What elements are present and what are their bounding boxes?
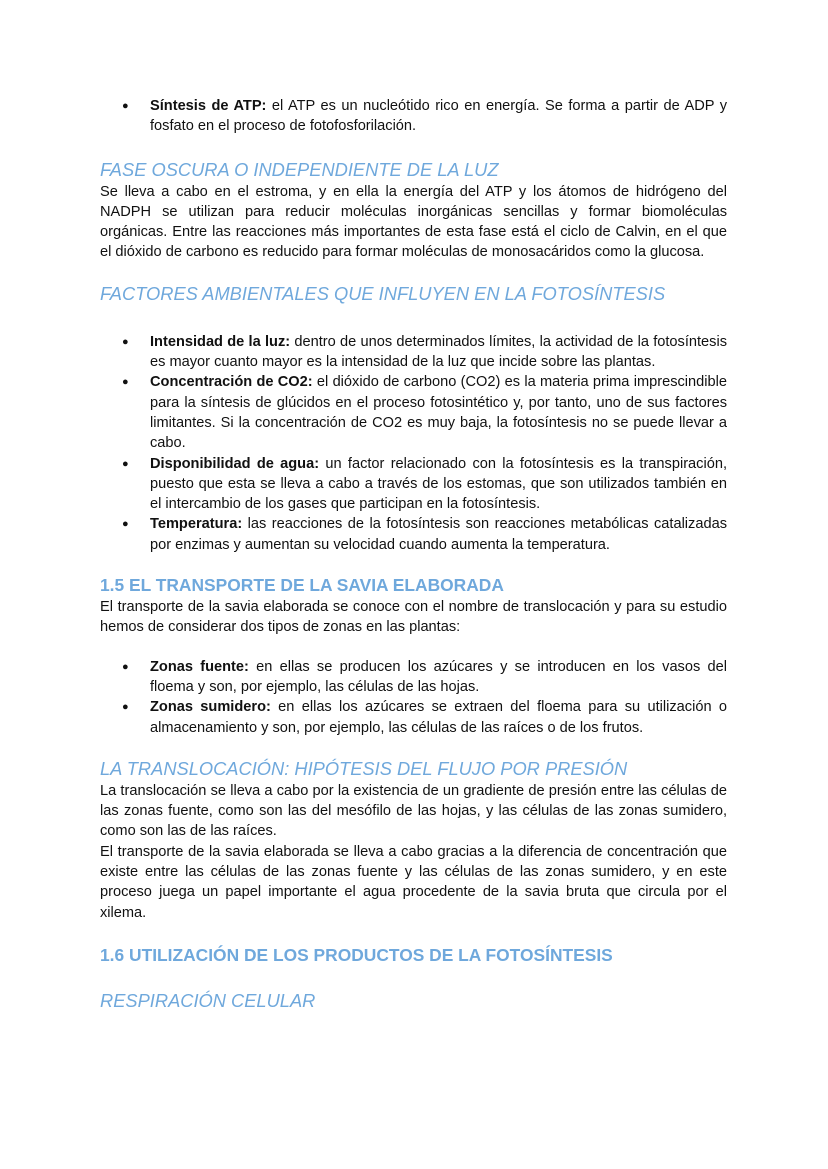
list-item [100,332,727,373]
bullet-text: un factor relacionado con la fotosíntesis es la transpiración, puesto que esta se lleva a cabo a través de los estomas, que son utilizados también en el intercambio de los gases que participan en la fotosíntesis. [150,455,727,513]
bullet-term: Intensidad de la luz: [150,333,291,350]
list-item [100,514,727,555]
list-item [100,96,727,137]
bullet-term: Síntesis de ATP: [150,98,267,114]
translocacion-paragraph-1: La translocación se lleva a cabo por la existencia de un gradiente de presión entre las células de las zonas fuente, como son las del mesófilo de las hojas, y las células de las zonas sumidero, como son las de las raíces. [100,782,727,840]
list-item [100,657,727,698]
bullet-text: las reacciones de la fotosíntesis son reacciones metabólicas catalizadas por enzimas y aumentan su velocidad cuando aumenta la temperatura. [150,516,727,553]
bullet-text: en ellas se producen los azúcares y se introducen en los vasos del floema y son, por ejemplo, las células de las hojas. [150,658,728,695]
transporte-bullet-list [100,657,727,738]
transporte-heading: 1.5 EL TRANSPORTE DE LA SAVIA ELABORADA [100,575,504,596]
translocacion-heading: LA TRANSLOCACIÓN: HIPÓTESIS DEL FLUJO POR PRESIÓN [100,757,628,779]
bullet-text: dentro de unos determinados límites, la actividad de la fotosíntesis es mayor cuanto mayor es la intensidad de la luz que incide sobre las plantas. [150,333,728,371]
translocacion-paragraph-2: El transporte de la savia elaborada se lleva a cabo gracias a la diferencia de concentración que existe entre las células de las zonas fuente y las células de las zonas sumidero, y en este proceso juega un papel importante el agua procedente de la savia bruta que circula por el xilema. [100,843,727,921]
bullet-term: Concentración de CO2: [150,374,313,391]
document-page [100,96,727,1013]
bullet-term: Zonas fuente: [150,658,249,675]
bullet-text: el dióxido de carbono (CO2) es la materia prima imprescindible para la síntesis de glúcidos en el proceso fotosintético y, por tanto, uno de sus factores limitantes. Si la concentración de CO2 es muy baja, la fotosíntesis no se puede llevar a cabo. [150,374,727,452]
factores-heading: FACTORES AMBIENTALES QUE INFLUYEN EN LA FOTOSÍNTESIS [100,282,666,304]
intro-bullet-list [100,96,727,137]
bullet-text: el ATP es un nucleótido rico en energía. Se forma a partir de ADP y fosfato en el proceso de fotofosforilación. [150,98,727,135]
bullet-term: Temperatura: [150,516,243,533]
transporte-paragraph: El transporte de la savia elaborada se conoce con el nombre de translocación y para su estudio hemos de considerar dos tipos de zonas en las plantas: [100,599,727,636]
list-item [100,454,727,515]
bullet-text: en ellas los azúcares se extraen del floema para su utilización o almacenamiento y son, por ejemplo, las células de las raíces o de los frutos. [150,699,727,736]
utilizacion-heading: 1.6 UTILIZACIÓN DE LOS PRODUCTOS DE LA FOTOSÍNTESIS [100,944,613,965]
factores-bullet-list [100,332,727,555]
bullet-term: Disponibilidad de agua: [150,455,320,472]
list-item [100,372,727,453]
fase-oscura-paragraph: Se lleva a cabo en el estroma, y en ella la energía del ATP y los átomos de hidrógeno del NADPH se utilizan para reducir moléculas inorgánicas sencillas y formar biomoléculas orgánicas. Entre las reacciones más importantes de esta fase está el ciclo de Calvin, en el que el dióxido de carbono es reducido para formar moléculas de monosacáridos como la glucosa. [100,183,727,261]
list-item [100,697,727,738]
respiracion-heading: RESPIRACIÓN CELULAR [100,989,316,1011]
bullet-term: Zonas sumidero: [150,699,271,716]
fase-oscura-heading: FASE OSCURA O INDEPENDIENTE DE LA LUZ [100,158,499,180]
